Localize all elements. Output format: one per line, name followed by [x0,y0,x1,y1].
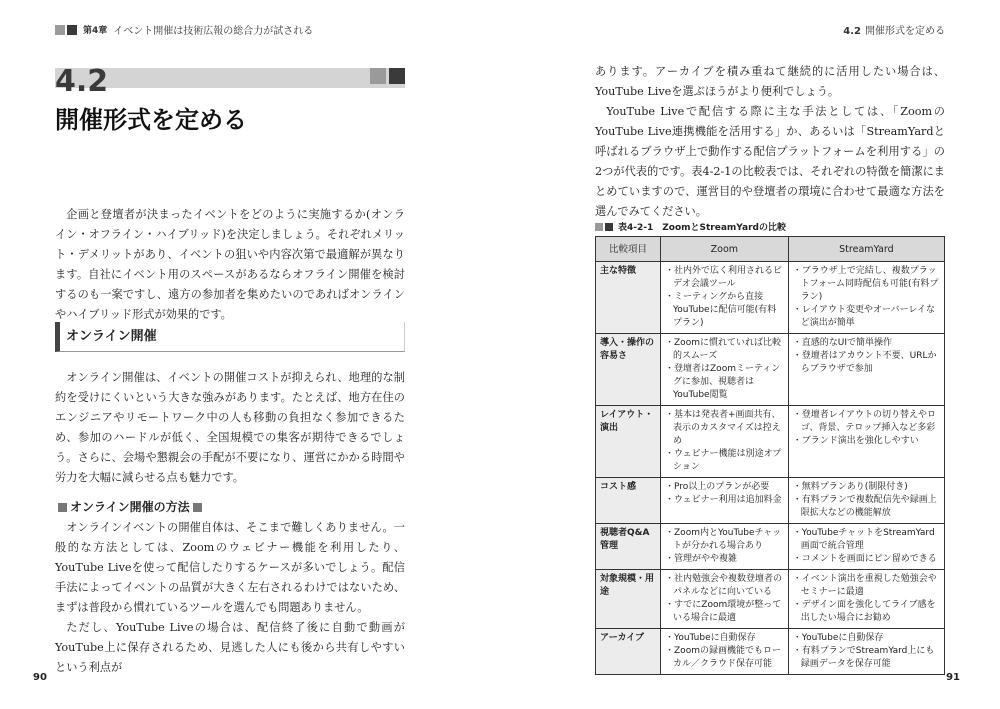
square-icon [389,68,405,84]
row-label: 主な特徴 [596,262,661,334]
square-icon [58,503,67,512]
bullet-item: ・ 有料プランでStreamYard上にも録画データを保存可能 [793,645,940,671]
bullet-item: ・ YouTubeに自動保存 [665,632,784,645]
bullet-item: ・ 無料プランあり(制限付き) [793,481,940,494]
comparison-table [595,236,945,675]
bullet-item: ・ 登壇者レイアウトの切り替えやロゴ、背景、テロップ挿入など多彩 [793,409,940,435]
table-row [596,262,945,334]
section-head-title: 開催形式を定める [865,26,945,37]
square-icon [67,25,77,35]
zoom-cell [661,334,789,406]
paragraph: ただし、YouTube Liveの場合は、配信終了後に自動で動画がYouTube上に保存されるため、見逃した人にも後から共有しやすいという利点が [55,621,405,674]
bullet-item: ・ レイアウト変更やオーバーレイなど演出が簡単 [793,304,940,330]
bullet-item: ・ 基本は発表者+画面共有、表示のカスタマイズは控えめ [665,409,784,448]
bullet-item: ・ コメントを画面にピン留めできる [793,553,940,566]
page-number: 91 [946,672,960,683]
streamyard-cell [788,524,944,570]
streamyard-cell [788,629,944,675]
bullet-item: ・ ウェビナー機能は別途オプション [665,448,784,474]
paragraph: YouTube Liveで配信する際に主な手法としては、「ZoomのYouTube Live連携機能を活用する」か、あるいは「StreamYardと呼ばれるブラウザ上で動作する配信プラットフォームを利用する」の2つが代表的です。表4-2-1の比較表では、それぞれの特徴を簡潔にまとめていますので、運営目的や登壇者の環境に合わせて最適な方法を選んでみてください。 [595,105,945,218]
bullet-item: ・ ブラウザ上で完結し、複数プラットフォーム同時配信も可能(有料プラン) [793,265,940,304]
table-caption [595,220,786,233]
column-header: Zoom [661,237,789,262]
paragraph: あります。アーカイブを積み重ねて継続的に活用したい場合は、YouTube Liveを選ぶほうがより便利でしょう。 [595,65,945,98]
bullet-item: ・ 登壇者はアカウント不要、URLからブラウザで参加 [793,350,940,376]
right-page [500,0,1000,709]
table-caption-text: 表4-2-1 ZoomとStreamYardの比較 [618,223,786,233]
row-label: 対象規模・用途 [596,570,661,629]
bullet-item: ・ ブランド演出を強化しやすい [793,435,940,448]
table-row [596,524,945,570]
section-label: 4.2 [843,26,861,37]
bullet-item: ・ すでにZoom環境が整っている場合に最適 [665,599,784,625]
bullet-item: ・ 社内外で広く利用されるビデオ会議ツール [665,265,784,291]
table-body [596,262,945,675]
zoom-cell [661,629,789,675]
section-number: 4.2 [55,64,109,99]
table-row [596,478,945,524]
zoom-cell [661,570,789,629]
zoom-cell [661,478,789,524]
bullet-item: ・ Pro以上のプランが必要 [665,481,784,494]
bullet-item: ・ デザイン面を強化してライブ感を出したい場合にお勧め [793,599,940,625]
row-label: レイアウト・演出 [596,406,661,478]
right-body [595,62,945,222]
table-row [596,570,945,629]
streamyard-cell [788,478,944,524]
paragraph: オンライン開催は、イベントの開催コストが抑えられ、地理的な制約を受けにくいという大きな強みがあります。たとえば、地方在住のエンジニアやリモートワーク中の人も移動の負担なく参加できるため、参加のハードルが低く、全国規模での集客が期待できるでしょう。さらに、会場や懇親会の手配が不要になり、運営にかかる時間や労力を大幅に減らせる点も魅力です。 [55,371,405,484]
square-icon [55,25,65,35]
square-icon [193,503,202,512]
bullet-item: ・ ウェビナー利用は追加料金 [665,494,784,507]
bullet-item: ・ 管理がやや複雑 [665,553,784,566]
bullet-item: ・ Zoom内とYouTubeチャットが分かれる場合あり [665,527,784,553]
bullet-item: ・ イベント演出を重視した勉強会やセミナーに最適 [793,573,940,599]
table-row [596,334,945,406]
streamyard-cell [788,262,944,334]
bullet-item: ・ 登壇者はZoomミーティングに参加、視聴者はYouTube閲覧 [665,363,784,402]
running-head-right [843,22,945,37]
column-header: StreamYard [788,237,944,262]
paragraph: 企画と登壇者が決まったイベントをどのように実施するか(オンライン・オフライン・ハイブリッド)を決定しましょう。それぞれメリット・デメリットがあり、イベントの狙いや内容次第で最適解が異なります。自社にイベント用のスペースがあるならオフライン開催を検討するのも一案ですし、遠方の参加者を集めたいのであればオンラインやハイブリッド形式が効果的です。 [55,208,405,321]
row-label: 導入・操作の容易さ [596,334,661,406]
bullet-item: ・ YouTubeに自動保存 [793,632,940,645]
row-label: コスト感 [596,478,661,524]
streamyard-cell [788,570,944,629]
subheading: オンライン開催 [55,322,405,352]
online-text [55,368,405,488]
bullet-item: ・ 直感的なUIで簡単操作 [793,337,940,350]
bullet-item: ・ 有料プランで複数配信先や録画上限拡大などの機能解放 [793,494,940,520]
column-header: 比較項目 [596,237,661,262]
chapter-label: 第4章 [83,26,108,36]
paragraph: オンラインイベントの開催自体は、そこまで難しくありません。一般的な方法としては、Zoomのウェビナー機能を利用したり、YouTube Liveを使って配信したりするケースが多いでしょう。配信手法によってイベントの品質が大きく左右されるわけではないため、まずは普段から慣れているツールを選んでも問題ありません。 [55,521,405,614]
table-row [596,406,945,478]
bullet-item: ・ 社内勉強会や複数登壇者のパネルなどに向いている [665,573,784,599]
running-head-left [55,22,313,37]
bullet-item: ・ Zoomに慣れていれば比較的スムーズ [665,337,784,363]
square-icon [605,223,613,231]
intro-text [55,205,405,325]
section-title: 開催形式を定める [55,106,247,134]
method-text [55,518,405,678]
row-label: アーカイブ [596,629,661,675]
page-number: 90 [33,672,47,683]
table-header-row [596,237,945,262]
zoom-cell [661,406,789,478]
chapter-title: イベント開催は技術広報の総合力が試される [113,26,314,37]
streamyard-cell [788,334,944,406]
minihead-label: オンライン開催の方法 [70,500,190,514]
table-row [596,629,945,675]
streamyard-cell [788,406,944,478]
square-icon [595,223,603,231]
minihead [55,498,205,515]
square-icon [370,68,386,84]
bullet-item: ・ Zoomの録画機能でもローカル／クラウド保存可能 [665,645,784,671]
row-label: 視聴者Q&A管理 [596,524,661,570]
zoom-cell [661,524,789,570]
bullet-item: ・ ミーティングから直接YouTubeに配信可能(有料プラン) [665,291,784,330]
bullet-item: ・ YouTubeチャットをStreamYard画面で統合管理 [793,527,940,553]
zoom-cell [661,262,789,334]
